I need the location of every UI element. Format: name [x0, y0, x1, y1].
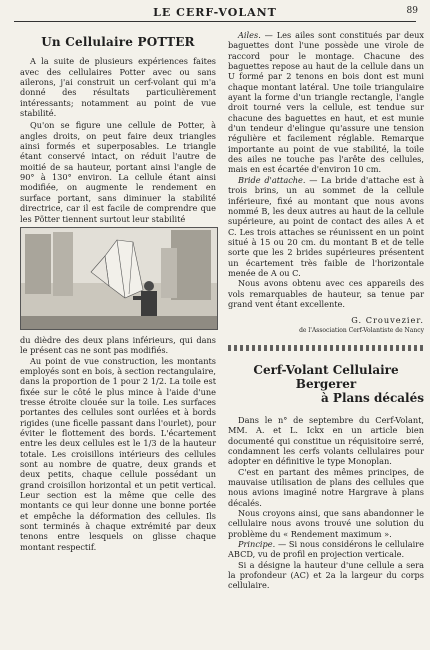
section-divider: [228, 345, 424, 351]
paragraph: C'est en partant des mêmes principes, de mauvaise utilisation de plans des cellules que nous avions imaginé notre Hargrave à plans décalés.: [228, 466, 424, 508]
kite-photo: [20, 227, 218, 330]
heading-line: Cerf-Volant Cellulaire Bergerer: [253, 362, 399, 391]
paragraph-ailes: [228, 30, 424, 175]
paragraph-principe: [228, 539, 424, 560]
page-number: 89: [406, 6, 418, 16]
run-in-label: Bride d'attache.: [238, 174, 306, 185]
right-column: [228, 30, 424, 591]
paragraph: Au point de vue construction, les montants employés sont en bois, à section rectangulaire, dans la proportion de 1 pour 2 1/2. La toile est fixée sur le côté le plus mince à l'aide d'une tresse étroite clouée sur la toile. Les surfaces portantes des cellules sont ourlées et à bords rigides (une ficelle passant dans l'ourlet), pour éviter le flottement des bords. L'écartement entre les deux cellules est le 1/3 de la hauteur totale. Les croisillons intérieurs des cellules sont au nombre de quatre, deux grands et deux petits, chaque cellule possédant un grand croisillon horizontal et un petit vertical. Leur section est la même que celle des montants ce qui leur donne une bonne portée et empêche la déformation des cellules. Ils sont terminés à chaque extrémité par deux tenons entre lesquels on glisse chaque montant respectif.: [20, 355, 216, 552]
article-heading-potter: Un Cellulaire POTTER: [41, 35, 195, 49]
paragraph: Nous avons obtenu avec ces appareils des vols remarquables de hauteur, sa tenue par grand vent étant excellente.: [228, 278, 424, 309]
paragraph: Si a désigne la hauteur d'une cellule a sera la profondeur (AC) et 2a la largeur du corps cellulaire.: [228, 559, 424, 591]
paragraph-text: — Si nous considérons le cellulaire ABCD, vu de profil en projection verticale.: [228, 539, 424, 560]
paragraph-bride: [228, 175, 424, 278]
heading-line: à Plans décalés: [320, 390, 424, 405]
run-in-label: Ailes.: [238, 30, 261, 40]
paragraph: Dans le n° de septembre du Cerf-Volant, MM. A. et L. Ickx en un article bien documenté qui constitue un réquisitoire serré, condamnent les cerfs volants cellulaires pour adopter en définitive le type Monoplan.: [228, 414, 424, 467]
author-name: G. Crouvezier.: [351, 315, 424, 326]
journal-title: LE CERF-VOLANT: [153, 6, 277, 19]
paragraph: A la suite de plusieurs expériences faites avec des cellulaires Potter avec ou sans ailerons, j'ai construit un cerf-volant qui m'a donné des résultats particulièrement intéressants; notamment au point de vue stabilité.: [20, 56, 216, 119]
paragraph: Qu'on se figure une cellule de Potter, à angles droits, on peut faire deux triangles ainsi formés et superposables. Le triangle étant conservé intact, on réduit l'autre de moitié de sa hauteur, portant ainsi l'angle de 90° à 130° environ. La cellule étant ainsi modifiée, on augmente le rendement en surface portant, sans diminuer la stabilité directrice, car il est facile de comprendre que les Pötter tiennent surtout leur stabilité: [20, 120, 216, 224]
paragraph-text: — Les ailes sont constitués par deux baguettes dont l'une possède une virole de raccord pour le montage. Chacune des baguettes repose au haut de la cellule dans un U formé par 2 tenons en bois dont est muni chaque montant latéral. Une toile triangulaire ayant la forme d'un triangle rectangle, l'angle droit tourné vers la cellule, est tendue sur chacune des baguettes en haut, et est munie d'un tendeur d'elingue qu'assure une tension régulière et facilement réglable. Remarque importante au point de vue stabilité, la toile des ailes ne touche pas l'arête des cellules, mais en est écartée d'environ 10 cm.: [228, 30, 424, 175]
header-rule: [14, 21, 416, 22]
signature: [228, 315, 424, 336]
paragraph: du dièdre des deux plans inférieurs, qui dans le présent cas ne sont pas modifiés.: [20, 334, 216, 356]
paragraph: Nous croyons ainsi, que sans abandonner le cellulaire nous avons trouvé une solution du problème du « Rendement maximum ».: [228, 508, 424, 539]
left-column: [20, 30, 216, 552]
run-in-label: Principe.: [238, 539, 276, 550]
author-affiliation: de l'Association Cerf-Volantiste de Nancy: [299, 326, 424, 334]
paragraph-text: — La bride d'attache est à trois brins, un au sommet de la cellule inférieure, fixé au montant que nous avons nommé B, les deux autres au haut de la cellule supérieure, au point de contact des ailes A et C. Les trois attaches se réunissent en un point situé à 15 ou 20 cm. du montant B et de telle sorte que les 2 brides supérieures présentent un écartement très faible de l'horizontale menée de A ou C.: [228, 174, 424, 278]
kite-photo-illustration: [21, 228, 217, 329]
article-heading-bergerer: [228, 363, 424, 405]
